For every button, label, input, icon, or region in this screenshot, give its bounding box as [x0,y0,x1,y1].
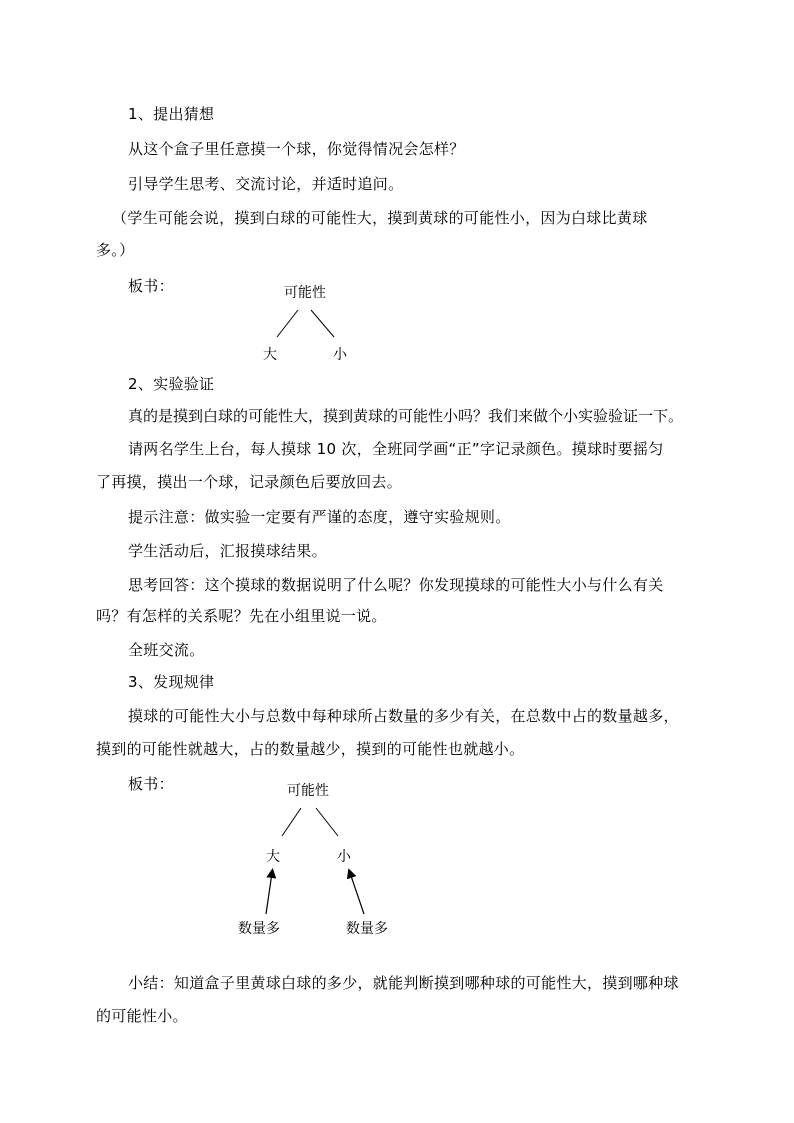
section2-paragraph-5-line1: 思考回答：这个摸球的数据说明了什么呢？你发现摸球的可能性大小与什么有关 [128,576,664,594]
section2-paragraph-4: 学生活动后，汇报摸球结果。 [128,542,327,560]
diagram2-right-note: 数量多 [346,921,388,937]
diagram2-right-arrow [350,873,364,914]
diagram1-right-branch [311,310,334,337]
diagram2-right-branch [316,808,338,836]
section2-paragraph-3: 提示注意：做实验一定要有严谨的态度，遵守实验规则。 [128,508,511,526]
section2-paragraph-5-line2: 吗？有怎样的关系呢？先在小组里说一说。 [96,607,387,625]
section3-heading: 3、发现规律 [128,673,215,691]
section1-paragraph-1: 从这个盒子里任意摸一个球，你觉得情况会怎样？ [128,140,465,158]
section2-paragraph-1: 真的是摸到白球的可能性大，摸到黄球的可能性小吗？我们来做个小实验验证一下。 [128,407,684,425]
diagram2-left-branch [282,808,301,836]
summary-line2: 的可能性小。 [96,1007,188,1025]
diagram2-left-label: 大 [266,849,280,865]
diagram1-left-label: 大 [263,347,277,363]
section1-paragraph-3-line1: （学生可能会说，摸到白球的可能性大，摸到黄球的可能性小，因为白球比黄球 [112,209,648,227]
section2-paragraph-2-line2: 了再摸，摸出一个球，记录颜色后要放回去。 [96,473,403,491]
section3-paragraph-1-line1: 摸球的可能性大小与总数中每种球所占数量的多少有关，在总数中占的数量越多， [128,707,679,725]
section1-board-label: 板书： [128,277,174,295]
section1-paragraph-3-line2: 多。） [96,241,135,259]
diagram1-root-label: 可能性 [284,285,326,301]
diagram2-left-note: 数量多 [238,921,280,937]
diagram2-root-label: 可能性 [287,783,329,799]
diagram1-left-branch [277,310,298,337]
section1-heading: 1、提出猜想 [128,105,215,123]
section1-paragraph-2: 引导学生思考、交流讨论，并适时追问。 [128,175,404,193]
section2-heading: 2、实验验证 [128,375,215,393]
diagram1-right-label: 小 [333,347,347,363]
diagram2-left-arrow [266,873,272,914]
summary-line1: 小结：知道盒子里黄球白球的多少，就能判断摸到哪种球的可能性大，摸到哪种球 [128,974,679,992]
section2-paragraph-6: 全班交流。 [128,641,205,659]
diagram2-right-label: 小 [337,849,351,865]
section3-paragraph-1-line2: 摸到的可能性就越大，占的数量越少，摸到的可能性也就越小。 [96,740,525,758]
section3-board-label: 板书： [128,775,174,793]
section2-paragraph-2-line1: 请两名学生上台，每人摸球 10 次，全班同学画“正”字记录颜色。摸球时要摇匀 [128,440,664,458]
